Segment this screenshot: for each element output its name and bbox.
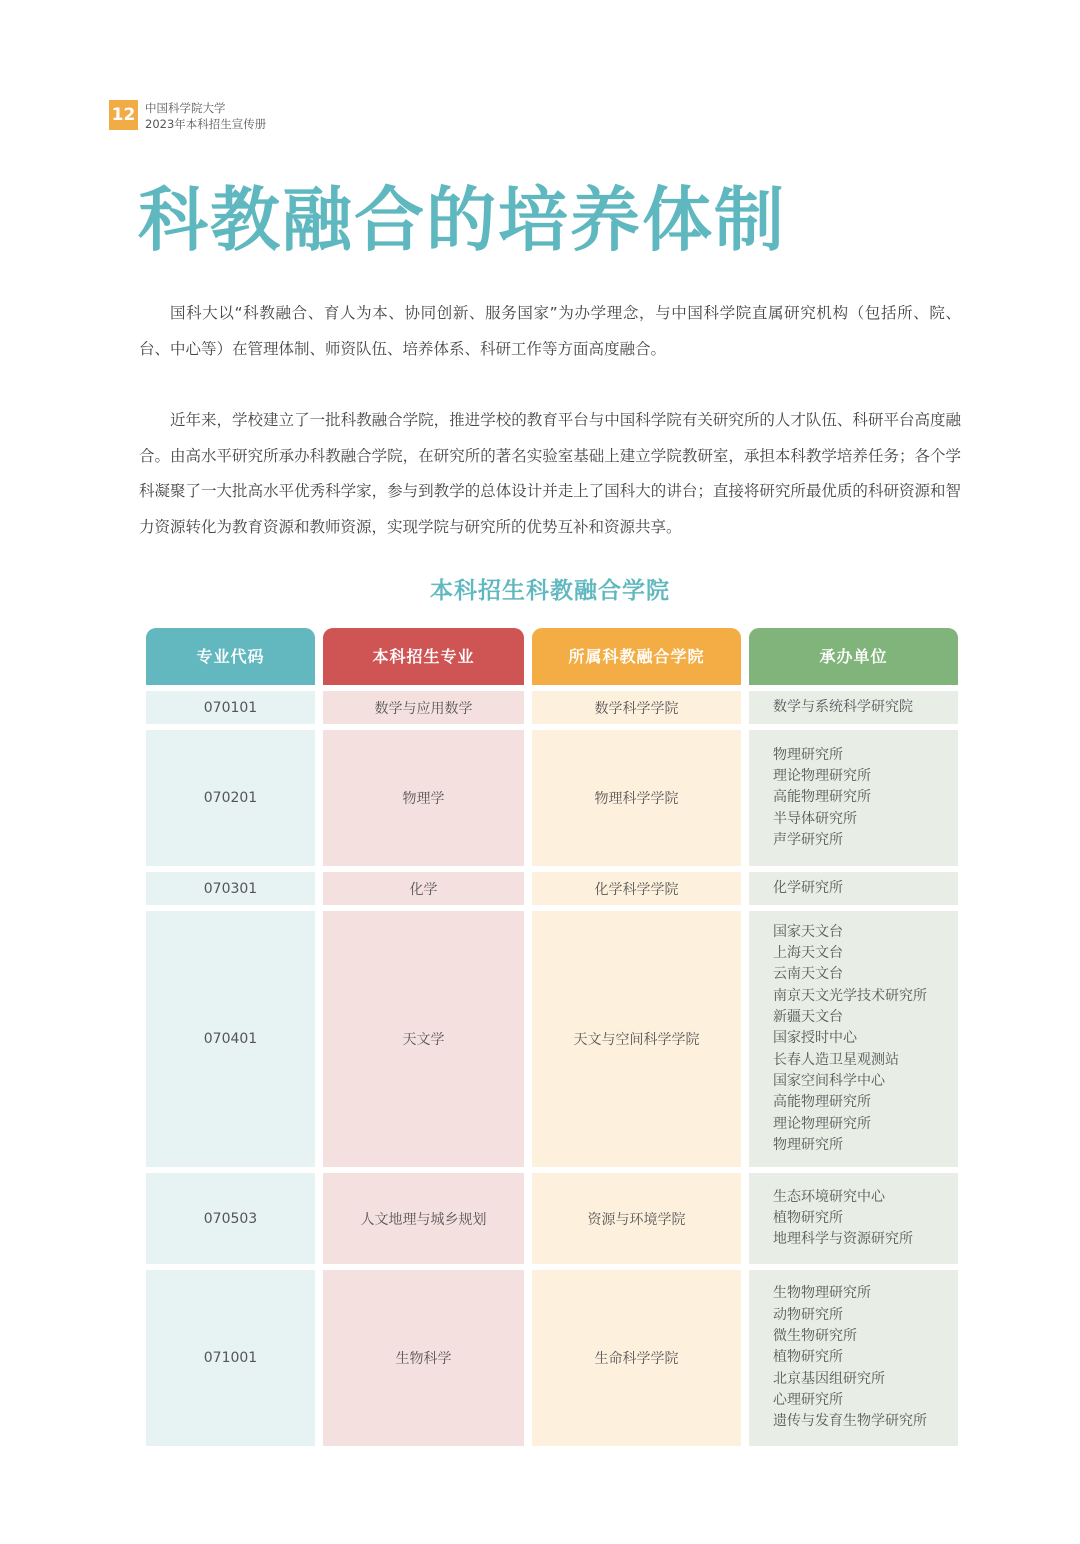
cell-host-units: [749, 1270, 958, 1446]
host-unit-item: 物理研究所: [773, 1136, 843, 1153]
header-major: 本科招生专业: [323, 628, 524, 685]
host-unit-item: 南京天文光学技术研究所: [773, 987, 927, 1004]
cell-college: 化学科学学院: [532, 872, 741, 905]
table-header-row: [146, 628, 958, 685]
intro-paragraph-2: 近年来，学校建立了一批科教融合学院，推进学校的教育平台与中国科学院有关研究所的人才队伍、科研平台高度融合。由高水平研究所承办科教融合学院，在研究所的著名实验室基础上建立学院教研室，承担本科教学培养任务；各个学科凝聚了一大批高水平优秀科学家，参与到教学的总体设计并走上了国科大的讲台；直接将研究所最优质的科研资源和智力资源转化为教育资源和教师资源，实现学院与研究所的优势互补和资源共享。: [139, 411, 961, 536]
cell-major: 人文地理与城乡规划: [323, 1173, 524, 1264]
page-title: 科教融合的培养体制: [138, 179, 786, 261]
cell-host-units: [749, 691, 958, 724]
cell-major-code: 070101: [146, 691, 315, 724]
host-unit-item: 动物研究所: [773, 1306, 843, 1323]
table-row: [146, 1173, 958, 1264]
cell-major-code: 071001: [146, 1270, 315, 1446]
host-unit-item: 植物研究所: [773, 1209, 843, 1226]
host-unit-item: 国家授时中心: [773, 1030, 857, 1047]
cell-host-units: [749, 1173, 958, 1264]
cell-major-code: 070401: [146, 911, 315, 1167]
header-university: 中国科学院大学: [145, 101, 226, 115]
host-unit-item: 半导体研究所: [773, 810, 857, 827]
cell-major: 数学与应用数学: [323, 691, 524, 724]
host-unit-item: 长春人造卫星观测站: [773, 1051, 899, 1068]
host-unit-item: 国家天文台: [773, 923, 843, 940]
host-unit-item: 高能物理研究所: [773, 789, 871, 806]
host-unit-item: 生态环境研究中心: [773, 1188, 885, 1205]
cell-host-units: [749, 730, 958, 866]
college-table: [146, 628, 958, 1446]
cell-major: 化学: [323, 872, 524, 905]
header-brochure: 2023年本科招生宣传册: [145, 117, 267, 131]
cell-host-units: [749, 872, 958, 905]
cell-college: 资源与环境学院: [532, 1173, 741, 1264]
header-text: [145, 100, 266, 132]
host-unit-item: 数学与系统科学研究院: [773, 698, 913, 715]
table-row: [146, 730, 958, 866]
host-unit-item: 心理研究所: [773, 1391, 843, 1408]
table-row: [146, 691, 958, 724]
host-unit-item: 国家空间科学中心: [773, 1072, 885, 1089]
cell-major-code: 070301: [146, 872, 315, 905]
host-unit-item: 微生物研究所: [773, 1328, 857, 1345]
cell-major-code: 070201: [146, 730, 315, 866]
table-row: [146, 911, 958, 1167]
host-unit-item: 地理科学与资源研究所: [773, 1231, 913, 1248]
host-unit-item: 生物物理研究所: [773, 1285, 871, 1302]
cell-major: 物理学: [323, 730, 524, 866]
host-unit-item: 植物研究所: [773, 1349, 843, 1366]
host-unit-item: 理论物理研究所: [773, 768, 871, 785]
table-row: [146, 1270, 958, 1446]
cell-major-code: 070503: [146, 1173, 315, 1264]
header-major-code: 专业代码: [146, 628, 315, 685]
page-number: 12: [109, 100, 138, 130]
cell-college: 天文与空间科学学院: [532, 911, 741, 1167]
table-row: [146, 872, 958, 905]
cell-major: 天文学: [323, 911, 524, 1167]
cell-host-units: [749, 911, 958, 1167]
header-host-unit: 承办单位: [749, 628, 958, 685]
host-unit-item: 化学研究所: [773, 879, 843, 896]
cell-college: 物理科学学院: [532, 730, 741, 866]
header-college: 所属科教融合学院: [532, 628, 741, 685]
cell-college: 生命科学学院: [532, 1270, 741, 1446]
intro-paragraph-1: 国科大以“科教融合、育人为本、协同创新、服务国家”为办学理念，与中国科学院直属研究机构（包括所、院、台、中心等）在管理体制、师资队伍、培养体系、科研工作等方面高度融合。: [139, 304, 961, 358]
host-unit-item: 物理研究所: [773, 746, 843, 763]
host-unit-item: 北京基因组研究所: [773, 1370, 885, 1387]
host-unit-item: 声学研究所: [773, 831, 843, 848]
table-body: [146, 691, 958, 1446]
host-unit-item: 云南天文台: [773, 966, 843, 983]
table-title: 本科招生科教融合学院: [430, 578, 670, 604]
host-unit-item: 上海天文台: [773, 945, 843, 962]
cell-major: 生物科学: [323, 1270, 524, 1446]
host-unit-item: 新疆天文台: [773, 1009, 843, 1026]
host-unit-item: 遗传与发育生物学研究所: [773, 1413, 927, 1430]
host-unit-item: 理论物理研究所: [773, 1115, 871, 1132]
host-unit-item: 高能物理研究所: [773, 1094, 871, 1111]
cell-college: 数学科学学院: [532, 691, 741, 724]
